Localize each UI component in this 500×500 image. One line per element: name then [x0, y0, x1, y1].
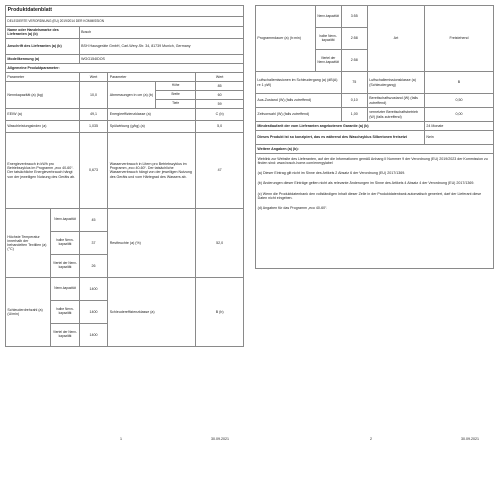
noise-class-label: Luftschallemissionsklasse (a) (Schleudergang): [367, 72, 424, 94]
footnote-a: (a) Dieser Eintrag gilt nicht im Sinne des Artikels 2 Absatz 6 der Verordnung (EU) 2017/1369.: [257, 171, 406, 176]
depth-label: Tiefe: [155, 99, 195, 108]
noise-emission-value: 75: [341, 72, 367, 94]
spin-quarter-label: Viertel der Nenn-kapazität: [51, 323, 80, 346]
spin-half-value: 1400: [79, 300, 108, 323]
temp-quarter-value: 26: [79, 254, 108, 277]
supplier-name-value: Bosch: [79, 26, 243, 38]
weblink-text: Weblink zur Website des Lieferanten, auf der die Informationen gemäß Anhang II Nummer 9 der Verordnung (EU) 2019/2023 der Kommission zu finden sind: www.bosch-home.com/energylabel: [257, 157, 488, 166]
height-value: 85: [196, 81, 244, 90]
page-number-2: 2: [370, 437, 372, 441]
page-1-content: [5, 5, 244, 347]
off-mode-value: 0,10: [341, 94, 367, 108]
standby-value: 0,50: [424, 94, 493, 108]
supplier-address-value: BSH Hausgeräte GmbH, Carl-Wery-Str. 34, 81739 Munich, Germany: [79, 38, 243, 54]
footnote-c: (c) Wenn die Produktdatenbank den vollständigen Inhalt dieser Zelle in der Produktdatenbank automatisch generiert, darf der Lieferant diese Daten nicht eingeben.: [257, 191, 482, 200]
supplier-name-label: Name oder Handelsmarke des Lieferanten (a) (b): [6, 26, 80, 38]
eei-value: 49,1: [79, 108, 108, 120]
noise-class-value: B: [424, 72, 493, 94]
temp-quarter-label: Viertel der Nenn-kapazität: [51, 254, 80, 277]
notes-cell: [256, 154, 494, 269]
type-label: Art: [367, 6, 424, 72]
delay-start-value: 1,00: [341, 108, 367, 122]
type-value: Freistehend: [424, 6, 493, 72]
page-date-2: 30.09.2021: [461, 437, 479, 441]
capacity-label: Nennkapazität (a) (kg): [6, 81, 80, 108]
value-header-2: Wert: [196, 72, 244, 81]
wash-index-value: 1,035: [79, 120, 108, 132]
duration-quarter-label: Viertel der Nenn-kapazität: [315, 50, 341, 72]
page-date-1: 30.09.2021: [211, 437, 229, 441]
warranty-value: 24 Monate: [424, 122, 493, 131]
noise-emission-label: Luftschallemissionen im Schleudergang (a) (dB(A) re 1 pW): [256, 72, 342, 94]
warranty-label: Mindestlaufzeit der vom Lieferanten angebotenen Garantie (a) (b): [256, 122, 425, 131]
value-header: Wert: [79, 72, 108, 81]
model-value: WGG154IDOS: [79, 54, 243, 63]
max-temperature-label: Höchste Temperatur innerhalb der behandelten Textilien (a) (°C): [6, 208, 51, 277]
duration-rated-label: Nenn-kapazität: [315, 6, 341, 28]
height-label: Höhe: [155, 81, 195, 90]
footnote-d: (d) Angaben für das Programm „eco 40-60“.: [257, 205, 328, 210]
off-mode-label: Aus-Zustand (W) (falls zutreffend): [256, 94, 342, 108]
width-label: Breite: [155, 90, 195, 99]
eec-label: Energieeffizienzklasse (a): [108, 108, 196, 120]
temp-half-value: 37: [79, 231, 108, 254]
wash-index-label: Waschleistungsindex (a): [6, 120, 80, 132]
capacity-value: 10,0: [79, 81, 108, 108]
delay-start-label: Zeitvorwahl (W) (falls zutreffend): [256, 108, 342, 122]
eei-label: EEIW (a): [6, 108, 80, 120]
energy-consumption-value: 0,673: [79, 132, 108, 208]
temp-rated-value: 45: [79, 208, 108, 231]
program-duration-label: Programmdauer (a) (h:min): [256, 6, 316, 72]
rinse-value: 5,0: [196, 120, 244, 132]
water-consumption-label: Wasserverbrauch in Litern pro Betriebszyklus im Programm „eco 40-60“. Der tatsächliche Wasserverbrauch hängt von der jeweiligen Nutzung des Geräts und vom Härtegrad des Wassers ab.: [108, 132, 196, 208]
footnote-b: (b) Änderungen dieser Einträge gelten nicht als relevante Änderungen im Sinne des Artikels 4 Absatz 4 der Verordnung (EU) 2017/1369.: [257, 181, 475, 186]
water-consumption-value: 47: [196, 132, 244, 208]
duration-half-label: halbe Nenn-kapazität: [315, 28, 341, 50]
datasheet-table-1: [5, 5, 244, 347]
temp-rated-label: Nenn-kapazität: [51, 208, 80, 231]
sheet-title: Produktdatenblatt: [6, 6, 244, 17]
energy-consumption-label: Energieverbrauch in kWh pro Betriebszyklus im Programm „eco 40-60“. Der tatsächliche Energieverbrauch hängt von der jeweiligen Nutzung des Geräts ab.: [6, 132, 80, 208]
datasheet-table-2: [255, 5, 494, 269]
param-header-2: Parameter: [108, 72, 196, 81]
width-value: 60: [196, 90, 244, 99]
supplier-address-label: Anschrift des Lieferanten (a) (b): [6, 38, 80, 54]
residual-moisture-label: Restfeuchte (a) (%): [108, 208, 196, 277]
duration-rated-value: 3:55: [341, 6, 367, 28]
eec-value: C (b): [196, 108, 244, 120]
page-number-1: 1: [120, 437, 122, 441]
temp-half-label: halbe Nenn-kapazität: [51, 231, 80, 254]
duration-quarter-value: 2:58: [341, 50, 367, 72]
spin-rated-label: Nenn-kapazität: [51, 277, 80, 300]
regulation-text: DELEGIERTE VERORDNUNG (EU) 2019/2014 DER KOMMISSION: [6, 16, 244, 26]
networked-standby-label: vernetzter Bereitschaftsbetrieb (W) (falls zutreffend): [367, 108, 424, 122]
residual-moisture-value: 52,0: [196, 208, 244, 277]
silver-ions-value: Nein: [424, 131, 493, 145]
model-label: Modellkennung (a): [6, 54, 80, 63]
spin-class-value: B (b): [196, 277, 244, 346]
spin-quarter-value: 1400: [79, 323, 108, 346]
datasheet-page-2: [250, 0, 500, 500]
rinse-label: Spülwirkung (g/kg) (a): [108, 120, 196, 132]
further-info-heading: Weitere Angaben (a) (b):: [256, 145, 494, 154]
spin-class-label: Schleudereffizienzklasse (a): [108, 277, 196, 346]
page-2-content: [255, 5, 494, 269]
networked-standby-value: 0,00: [424, 108, 493, 122]
silver-ions-label: Dieses Produkt ist so konzipiert, das es während des Waschzyklus Silberionen freisetzt: [256, 131, 425, 145]
spin-half-label: halbe Nenn-kapazität: [51, 300, 80, 323]
duration-half-value: 2:58: [341, 28, 367, 50]
spin-speed-label: Schleuderdrehzahl (a) (U/min): [6, 277, 51, 346]
general-params-heading: Allgemeine Produktparameter:: [6, 63, 244, 72]
standby-label: Bereitschaftszustand (W) (falls zutreffend): [367, 94, 424, 108]
spin-rated-value: 1400: [79, 277, 108, 300]
dimensions-label: Abmessungen in cm (a) (b): [108, 81, 156, 108]
param-header: Parameter: [6, 72, 80, 81]
depth-value: 59: [196, 99, 244, 108]
